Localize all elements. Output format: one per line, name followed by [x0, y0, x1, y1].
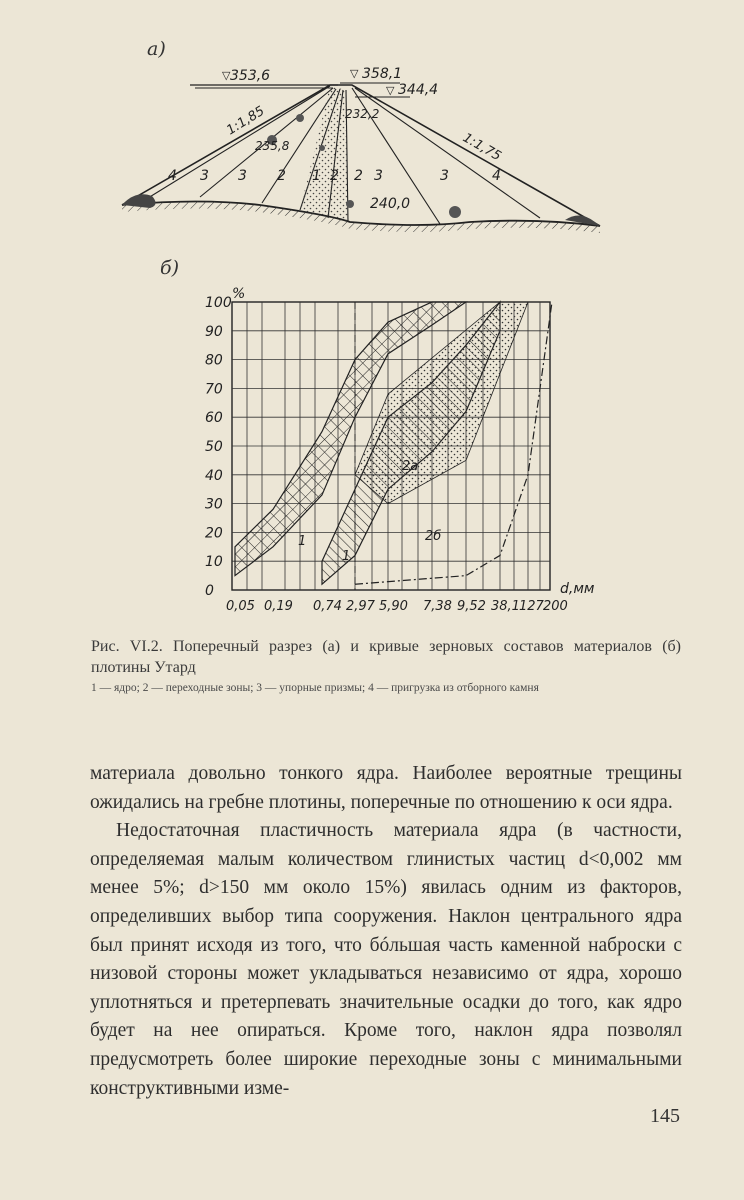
figure-b-label: б)	[160, 257, 180, 279]
zone-number: 2	[277, 168, 286, 184]
figure-a-label: а)	[147, 38, 166, 60]
y-tick-label: 40	[205, 467, 223, 484]
curve-label: 2а	[402, 459, 419, 474]
x-tick-label: 200	[543, 599, 568, 614]
svg-text:▽: ▽	[386, 84, 395, 97]
x-tick-label: 0,74	[313, 599, 342, 614]
y-tick-label: 90	[205, 323, 223, 340]
figure-legend: 1 — ядро; 2 — переходные зоны; 3 — упорные призмы; 4 — пригрузка из отборного камня	[91, 682, 539, 694]
page-number: 145	[650, 1105, 680, 1127]
x-tick-label: 0,19	[264, 599, 293, 614]
zone-number: 2	[354, 168, 363, 184]
y-tick-label: 50	[205, 439, 223, 455]
x-tick-label: 7,38	[423, 599, 452, 614]
y-tick-label: 70	[205, 381, 223, 398]
x-tick-label: 38,1	[491, 599, 520, 614]
paragraph: материала довольно тонкого ядра. Наиболее вероятные трещины ожидались на гребне плотины, поперечные по отношению к оси ядра.	[90, 763, 682, 813]
curve-label: 1	[342, 549, 351, 564]
zone-number: 3	[200, 168, 209, 184]
x-tick-label: 2,97	[346, 599, 375, 614]
svg-text:▽: ▽	[222, 69, 231, 82]
ground-hatch	[122, 202, 600, 234]
svg-text:▽: ▽	[350, 67, 359, 80]
zone-number: 4	[492, 168, 501, 184]
zone-number: 3	[374, 168, 383, 184]
curve-label: 2б	[425, 529, 442, 544]
level-label: 235,8	[255, 139, 290, 153]
x-tick-label: 127	[519, 599, 544, 614]
figure-caption	[91, 636, 681, 678]
slope-label: 1:1,85	[224, 103, 268, 139]
zone-number: 3	[440, 168, 449, 184]
paragraph: Недостаточная пластичность материала ядра (в частности, определяемая малым количеством глинистых частиц d<0,002 мм менее 5%; d>150 мм около 15%) явилась одним из факторов, определивших выбор типа сооружения. Наклон центрального ядра был принят исходя из того, что бóльшая часть каменной наброски с низовой стороны может укладываться независимо от ядра, хорошо уплотняться и претерпевать значительные осадки до того, как ядро будет на нее опираться. Кроме того, наклон ядра позволял предусмотреть более широкие переходные зоны с минимальными конструктивными изме-	[90, 820, 682, 1099]
x-axis-label: d,мм	[560, 581, 595, 597]
elevation-label: 344,4	[398, 82, 439, 98]
x-tick-label: 9,52	[457, 599, 486, 614]
zone-number: 3	[238, 168, 247, 184]
slope-label: 1:1,75	[460, 130, 504, 165]
elevation-label: 353,6	[230, 68, 271, 84]
y-tick-label: 100	[205, 295, 232, 311]
zone-number: 1	[312, 168, 321, 184]
x-tick-label: 0,05	[226, 599, 255, 614]
core-zone	[300, 86, 348, 222]
y-tick-label: 10	[205, 554, 223, 571]
grain-size-chart	[205, 286, 595, 614]
y-axis-label: %	[232, 286, 246, 302]
y-tick-label: 60	[205, 410, 223, 427]
zone-number: 4	[168, 168, 177, 184]
curve-label: 1	[298, 534, 307, 549]
elevation-label: 240,0	[370, 196, 411, 212]
level-label: 232,2	[345, 107, 380, 121]
y-tick-label: 30	[205, 496, 223, 513]
elevation-label: 358,1	[362, 66, 403, 82]
x-tick-label: 5,90	[379, 599, 408, 614]
body-text	[90, 760, 682, 1103]
caption-title: Рис. VI.2. Поперечный разрез (а) и кривые зерновых составов материалов (б) плотины Утард	[91, 638, 681, 676]
y-tick-label: 0	[205, 583, 214, 599]
zone-number: 2	[330, 168, 339, 184]
y-tick-label: 80	[205, 352, 223, 369]
y-tick-label: 20	[205, 525, 223, 542]
